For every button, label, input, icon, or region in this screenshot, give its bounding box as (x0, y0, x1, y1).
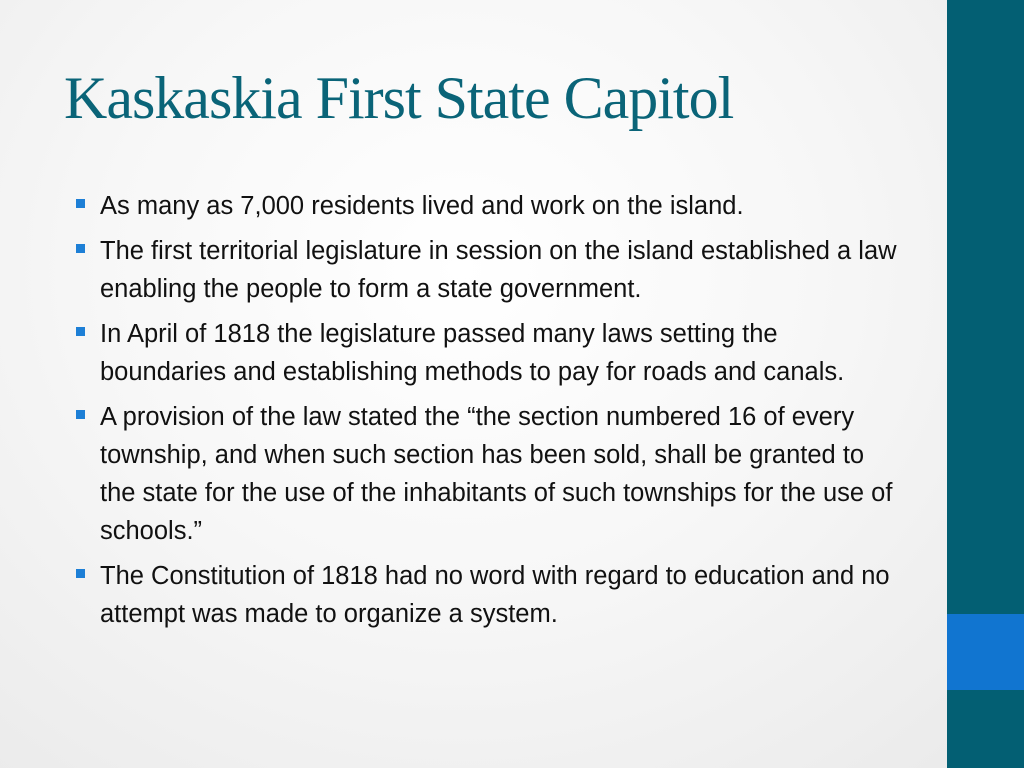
bullet-text: The Constitution of 1818 had no word with regard to education and no attempt was made to organize a system. (100, 562, 890, 628)
slide-title: Kaskaskia First State Capitol (64, 65, 734, 131)
bullet-text: The first territorial legislature in session on the island established a law enabling the people to form a state government. (100, 237, 897, 303)
bullet-list (74, 187, 904, 640)
bullet-text: As many as 7,000 residents lived and work on the island. (100, 192, 744, 220)
bullet-item (74, 232, 904, 308)
square-bullet-icon (76, 569, 85, 578)
square-bullet-icon (76, 410, 85, 419)
bullet-item (74, 315, 904, 391)
square-bullet-icon (76, 327, 85, 336)
bullet-item (74, 557, 904, 633)
bullet-item (74, 398, 904, 550)
side-accent-block (947, 614, 1024, 690)
square-bullet-icon (76, 199, 85, 208)
bullet-text: A provision of the law stated the “the section numbered 16 of every township, and when such section has been sold, shall be granted to the state for the use of the inhabitants of such townships for the use of schools.” (100, 403, 893, 545)
square-bullet-icon (76, 244, 85, 253)
bullet-text: In April of 1818 the legislature passed many laws setting the boundaries and establishing methods to pay for roads and canals. (100, 320, 845, 386)
bullet-item (74, 187, 904, 225)
